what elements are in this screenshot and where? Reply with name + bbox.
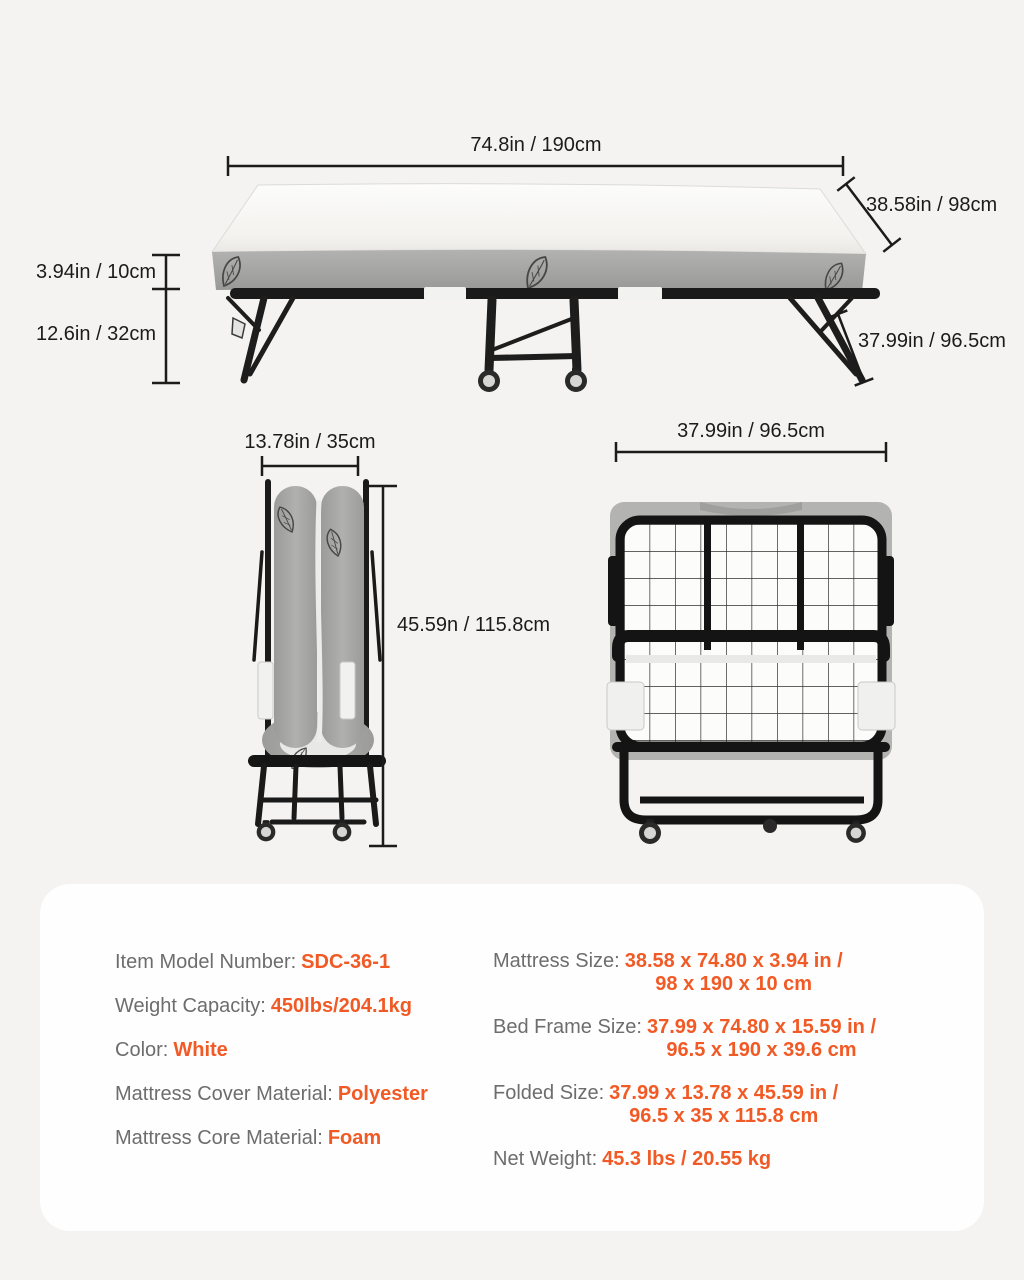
spec-value: 450lbs/204.1kg [270, 995, 413, 1017]
folded-bed-side-illustration [248, 482, 386, 841]
dim-open-width [228, 156, 843, 176]
open-bed-center-support [478, 300, 587, 392]
open-bed-mattress-top [212, 184, 866, 254]
dim-folded-front-width-label: 37.99in / 96.5cm [677, 420, 825, 442]
dim-mattress-thickness-label: 3.94in / 10cm [35, 261, 157, 283]
folded-bed-front-illustration [607, 502, 895, 844]
spec-bed-frame-size [493, 1016, 876, 1062]
open-bed-illustration [212, 184, 880, 392]
spec-value: SDC-36-1 [301, 951, 391, 973]
dim-folded-height-label: 45.59n / 115.8cm [397, 614, 551, 636]
spec-mattress-size [493, 950, 876, 996]
dim-folded-width [262, 456, 358, 476]
spec-label: Net Weight: [493, 1148, 598, 1170]
dim-open-width-label: 74.8in / 190cm [470, 134, 602, 156]
dim-folded-width-label: 13.78in / 35cm [244, 431, 376, 453]
spec-label: Bed Frame Size: [493, 1016, 642, 1038]
open-bed-left-leg [228, 298, 293, 380]
open-bed-right-leg [790, 298, 862, 380]
spec-value: 37.99 x 74.80 x 15.59 in / 96.5 x 190 x 39.6 cm [646, 1016, 877, 1061]
spec-panel [40, 884, 984, 1231]
spec-value: 45.3 lbs / 20.55 kg [602, 1148, 772, 1170]
spec-column-right [493, 950, 876, 1191]
open-bed-frame-rail [230, 288, 880, 299]
spec-column-left [115, 950, 428, 1170]
spec-value: Polyester [337, 1083, 428, 1105]
dim-open-depth-label: 38.58in / 98cm [866, 194, 998, 216]
dim-frame-height-label: 12.6in / 32cm [35, 323, 157, 345]
spec-label: Mattress Core Material: [115, 1127, 323, 1149]
spec-mattress-core-material [115, 1126, 428, 1150]
spec-net-weight [493, 1148, 876, 1171]
spec-item-model-number [115, 950, 428, 974]
dim-folded-front-width [616, 442, 886, 462]
spec-value: Foam [327, 1127, 382, 1149]
dim-open-heights [152, 255, 180, 383]
spec-value: 38.58 x 74.80 x 3.94 in / 98 x 190 x 10 cm [624, 950, 843, 995]
spec-color [115, 1038, 428, 1062]
spec-label: Mattress Size: [493, 950, 620, 972]
spec-label: Folded Size: [493, 1082, 605, 1104]
spec-label: Color: [115, 1039, 169, 1061]
spec-value: 37.99 x 13.78 x 45.59 in / 96.5 x 35 x 115.8 cm [609, 1082, 839, 1127]
spec-label: Mattress Cover Material: [115, 1083, 333, 1105]
spec-weight-capacity [115, 994, 428, 1018]
spec-folded-size [493, 1082, 876, 1128]
spec-mattress-cover-material [115, 1082, 428, 1106]
spec-value: White [173, 1039, 228, 1061]
spec-label: Weight Capacity: [115, 995, 266, 1017]
dim-open-frame-width-label: 37.99in / 96.5cm [858, 330, 1006, 352]
spec-label: Item Model Number: [115, 951, 297, 973]
